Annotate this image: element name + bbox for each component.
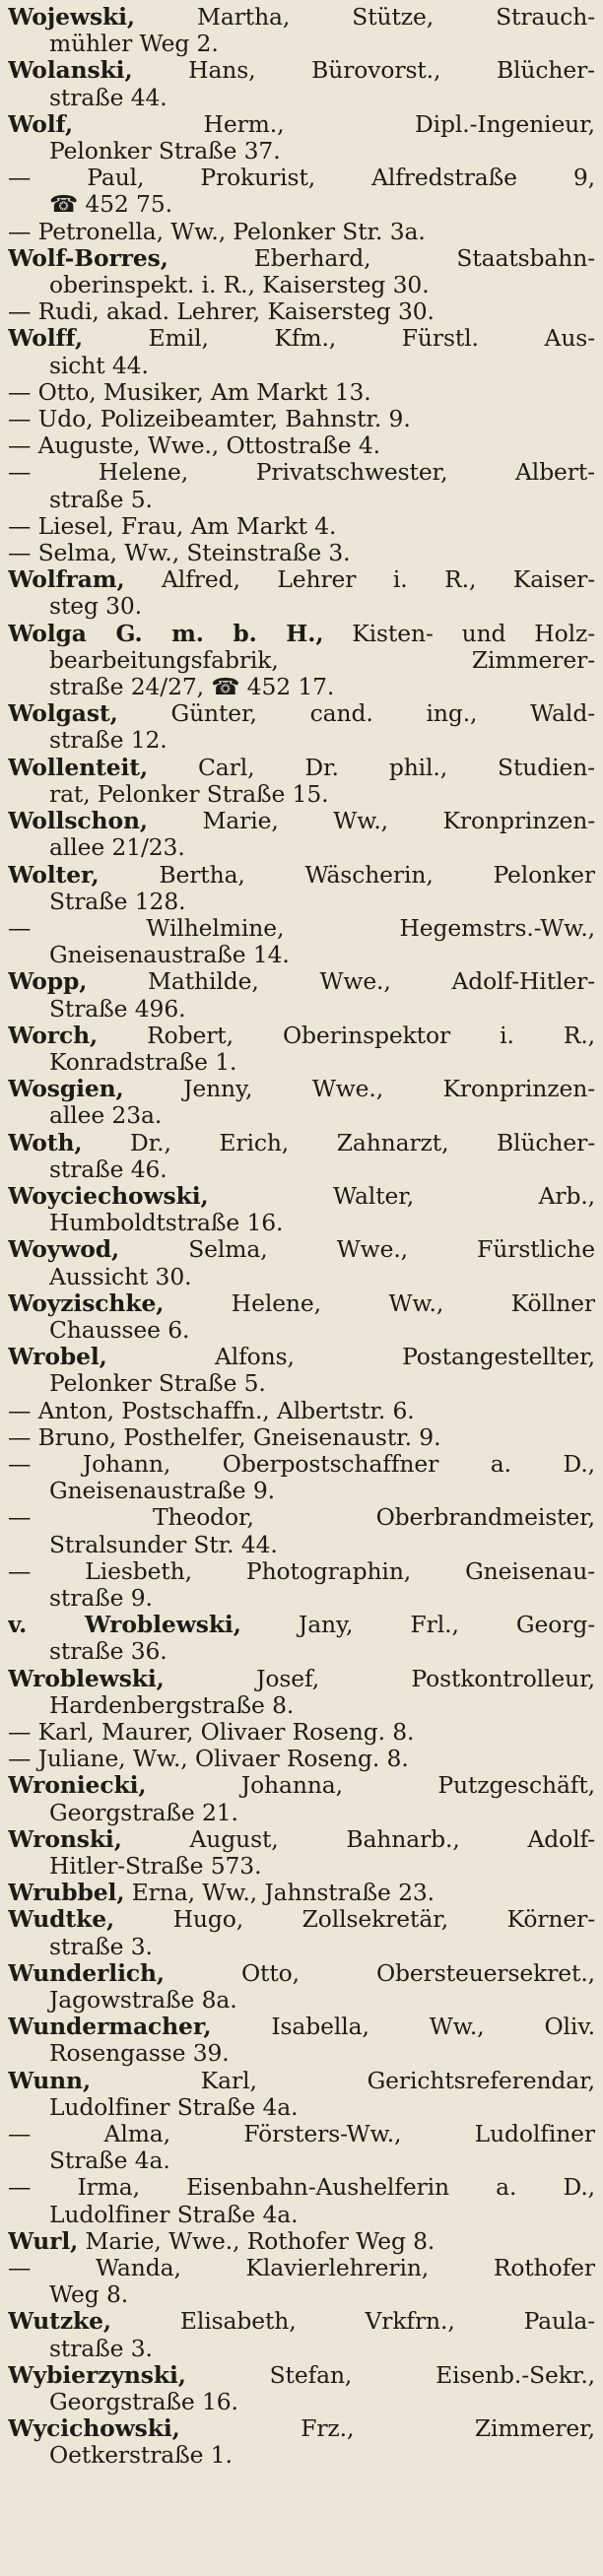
entry-text: Mathilde, Wwe., Adolf-Hitler- bbox=[87, 968, 595, 996]
entry-text: Alfons, Postangestellter, bbox=[106, 1344, 595, 1371]
entry-first-line bbox=[8, 2362, 595, 2389]
directory-entry bbox=[8, 808, 595, 861]
entry-text: Ludolfiner Straße 4a. bbox=[49, 2093, 299, 2121]
entry-first-line bbox=[8, 808, 595, 834]
entry-text: oberinspekt. i. R., Kaisersteg 30. bbox=[49, 272, 430, 299]
directory-entry bbox=[8, 540, 595, 566]
entry-text: allee 21/23. bbox=[49, 834, 185, 862]
entry-text: Selma, Wwe., Fürstliche bbox=[119, 1236, 595, 1264]
entry-text: — Auguste, Wwe., Ottostraße 4. bbox=[8, 432, 380, 460]
entry-text: Johanna, Putzgeschäft, bbox=[146, 1772, 595, 1800]
entry-text: sicht 44. bbox=[49, 352, 149, 379]
entry-text: straße 36. bbox=[49, 1638, 168, 1666]
directory-entry bbox=[8, 1906, 595, 1959]
entry-first-line bbox=[8, 57, 595, 84]
entry-text: Konradstraße 1. bbox=[49, 1048, 237, 1076]
entry-first-line bbox=[8, 566, 595, 593]
entry-text: Jenny, Wwe., Kronprinzen- bbox=[123, 1076, 595, 1103]
entry-first-line bbox=[8, 1746, 595, 1772]
entry-continuation-line bbox=[8, 1210, 595, 1236]
entry-first-line bbox=[8, 1504, 595, 1531]
entry-surname: Woyzischke, bbox=[8, 1289, 165, 1317]
entry-surname: Wunderlich, bbox=[8, 1959, 165, 1987]
entry-text: Erna, Ww., Jahnstraße 23. bbox=[124, 1880, 436, 1907]
entry-continuation-line bbox=[8, 2389, 595, 2415]
entry-first-line bbox=[8, 1960, 595, 1987]
entry-continuation-line bbox=[8, 647, 595, 674]
entry-first-line bbox=[8, 4, 595, 31]
entry-continuation-line bbox=[8, 2442, 595, 2469]
entry-text: Ludolfiner Straße 4a. bbox=[49, 2201, 299, 2228]
directory-entry bbox=[8, 1398, 595, 1424]
entry-text: allee 23a. bbox=[49, 1102, 163, 1130]
entry-continuation-line bbox=[8, 889, 595, 915]
directory-entry bbox=[8, 219, 595, 245]
directory-entry bbox=[8, 968, 595, 1022]
entry-first-line bbox=[8, 2308, 595, 2335]
entry-text: — Irma, Eisenbahn-Aushelferin a. D., bbox=[8, 2174, 595, 2202]
entry-surname: Wrubbel, bbox=[8, 1880, 125, 1907]
entry-first-line bbox=[8, 755, 595, 781]
entry-text: Alfred, Lehrer i. R., Kaiser- bbox=[124, 566, 595, 594]
entry-text: straße 12. bbox=[49, 727, 168, 755]
entry-text: Hitler-Straße 573. bbox=[49, 1853, 262, 1881]
directory-entry bbox=[8, 700, 595, 754]
entry-text: straße 3. bbox=[49, 1933, 153, 1960]
entry-text: — Anton, Postschaffn., Albertstr. 6. bbox=[8, 1397, 415, 1424]
entry-surname: Wycichowski, bbox=[8, 2415, 180, 2443]
entry-continuation-line bbox=[8, 2336, 595, 2362]
entry-continuation-line bbox=[8, 1638, 595, 1665]
entry-surname: Wundermacher, bbox=[8, 2014, 212, 2041]
directory-entry bbox=[8, 1236, 595, 1289]
directory-entry bbox=[8, 1719, 595, 1746]
entry-surname: Wolter, bbox=[8, 861, 100, 889]
entry-continuation-line bbox=[8, 1585, 595, 1612]
entry-first-line bbox=[8, 540, 595, 566]
entry-continuation-line bbox=[8, 2040, 595, 2067]
entry-surname: Wrobel, bbox=[8, 1344, 107, 1371]
entry-text: — Bruno, Posthelfer, Gneisenaustr. 9. bbox=[8, 1423, 441, 1451]
entry-text: Walter, Arb., bbox=[208, 1182, 595, 1210]
entry-text: Dr., Erich, Zahnarzt, Blücher- bbox=[82, 1129, 595, 1156]
directory-entry bbox=[8, 755, 595, 808]
entry-continuation-line bbox=[8, 1049, 595, 1076]
entry-continuation-line bbox=[8, 1264, 595, 1290]
entry-text: — Juliane, Ww., Olivaer Roseng. 8. bbox=[8, 1746, 409, 1773]
directory-entry bbox=[8, 2014, 595, 2067]
entry-text: Herm., Dipl.-Ingenieur, bbox=[73, 110, 595, 138]
entry-continuation-line bbox=[8, 31, 595, 57]
entry-continuation-line bbox=[8, 2281, 595, 2308]
entry-first-line bbox=[8, 1558, 595, 1585]
entry-first-line bbox=[8, 2121, 595, 2147]
entry-text: Josef, Postkontrolleur, bbox=[164, 1665, 595, 1692]
directory-entry bbox=[8, 1826, 595, 1880]
entry-first-line bbox=[8, 700, 595, 727]
entry-first-line bbox=[8, 1451, 595, 1478]
entry-text: Rosengasse 39. bbox=[49, 2040, 230, 2068]
directory-entry bbox=[8, 111, 595, 165]
directory-entry bbox=[8, 2255, 595, 2308]
entry-text: Marie, Wwe., Rothofer Weg 8. bbox=[78, 2227, 436, 2255]
entry-text: Hugo, Zollsekretär, Körner- bbox=[114, 1906, 595, 1934]
directory-entry bbox=[8, 915, 595, 968]
entry-first-line bbox=[8, 2068, 595, 2094]
directory-entry bbox=[8, 2174, 595, 2227]
entry-first-line bbox=[8, 1666, 595, 1692]
entry-text: Pelonker Straße 37. bbox=[49, 138, 281, 165]
entry-text: — Rudi, akad. Lehrer, Kaisersteg 30. bbox=[8, 298, 435, 326]
entry-surname: Wollschon, bbox=[8, 808, 148, 835]
directory-entry bbox=[8, 459, 595, 512]
entry-first-line bbox=[8, 111, 595, 138]
entry-continuation-line bbox=[8, 781, 595, 808]
entry-text: — Petronella, Ww., Pelonker Str. 3a. bbox=[8, 218, 426, 245]
entry-text: August, Bahnarb., Adolf- bbox=[121, 1825, 595, 1853]
directory-entry bbox=[8, 2068, 595, 2121]
entry-text: Marie, Ww., Kronprinzen- bbox=[147, 808, 595, 835]
entry-surname: Wollenteit, bbox=[8, 754, 149, 781]
entry-first-line bbox=[8, 1023, 595, 1049]
entry-text: Stefan, Eisenb.-Sekr., bbox=[185, 2361, 595, 2389]
entry-first-line bbox=[8, 1344, 595, 1370]
entry-text: ☎ 452 75. bbox=[49, 191, 172, 219]
entry-surname: Wroniecki, bbox=[8, 1772, 147, 1800]
entry-surname: Woywod, bbox=[8, 1236, 120, 1264]
entry-text: Kisten- und Holz- bbox=[323, 620, 595, 647]
entry-first-line bbox=[8, 1398, 595, 1424]
entry-text: Pelonker Straße 5. bbox=[49, 1370, 266, 1398]
directory-entry bbox=[8, 1290, 595, 1344]
entry-text: Carl, Dr. phil., Studien- bbox=[148, 754, 595, 781]
entry-first-line bbox=[8, 2415, 595, 2442]
entry-text: Straße 496. bbox=[49, 995, 186, 1023]
entry-first-line bbox=[8, 1236, 595, 1263]
entry-text: Otto, Obersteuersekret., bbox=[164, 1959, 595, 1987]
entry-text: — Johann, Oberpostschaffner a. D., bbox=[8, 1450, 595, 1478]
directory-entry bbox=[8, 1076, 595, 1129]
entry-text: bearbeitungsfabrik, Zimmerer- bbox=[49, 646, 595, 674]
entry-surname: Wojewski, bbox=[8, 4, 135, 31]
entry-surname: Wroblewski, bbox=[8, 1665, 165, 1692]
entry-text: — Selma, Ww., Steinstraße 3. bbox=[8, 540, 351, 567]
entry-text: — Karl, Maurer, Olivaer Roseng. 8. bbox=[8, 1719, 415, 1746]
entry-continuation-line bbox=[8, 1156, 595, 1183]
entry-first-line bbox=[8, 325, 595, 352]
entry-surname: Wutzke, bbox=[8, 2308, 111, 2336]
entry-surname: Wopp, bbox=[8, 968, 88, 996]
entry-surname: Wolf, bbox=[8, 110, 74, 138]
entry-continuation-line bbox=[8, 85, 595, 111]
entry-text: straße 46. bbox=[49, 1156, 168, 1183]
directory-entry bbox=[8, 621, 595, 701]
directory-entry bbox=[8, 1960, 595, 2014]
entry-continuation-line bbox=[8, 1370, 595, 1397]
entry-first-line bbox=[8, 459, 595, 486]
directory-entry bbox=[8, 1451, 595, 1504]
entry-first-line bbox=[8, 406, 595, 432]
directory-entry bbox=[8, 379, 595, 406]
entry-first-line bbox=[8, 219, 595, 245]
entry-text: Gneisenaustraße 9. bbox=[49, 1478, 275, 1505]
directory-entry bbox=[8, 325, 595, 378]
entry-first-line bbox=[8, 1290, 595, 1317]
entry-first-line bbox=[8, 1906, 595, 1933]
entry-first-line bbox=[8, 1424, 595, 1451]
entry-text: Aussicht 30. bbox=[49, 1263, 192, 1290]
directory-entry bbox=[8, 1424, 595, 1451]
directory-entry bbox=[8, 1023, 595, 1076]
entry-text: mühler Weg 2. bbox=[49, 31, 219, 58]
entry-text: straße 3. bbox=[49, 2335, 153, 2362]
entry-first-line bbox=[8, 1076, 595, 1102]
entry-first-line bbox=[8, 968, 595, 995]
entry-text: Frz., Zimmerer, bbox=[179, 2415, 595, 2443]
entry-text: rat, Pelonker Straße 15. bbox=[49, 780, 329, 808]
entry-surname: Wolga G. m. b. H., bbox=[8, 620, 324, 647]
entry-text: Stralsunder Str. 44. bbox=[49, 1531, 278, 1558]
entry-first-line bbox=[8, 1183, 595, 1210]
directory-entry bbox=[8, 2415, 595, 2469]
entry-text: Oetkerstraße 1. bbox=[49, 2442, 233, 2470]
entry-text: — Alma, Försters-Ww., Ludolfiner bbox=[8, 2121, 595, 2148]
entry-continuation-line bbox=[8, 1692, 595, 1719]
entry-continuation-line bbox=[8, 191, 595, 218]
directory-entry bbox=[8, 406, 595, 432]
entry-first-line bbox=[8, 432, 595, 459]
entry-surname: Wosgien, bbox=[8, 1076, 124, 1103]
entry-continuation-line bbox=[8, 942, 595, 968]
entry-surname: Woth, bbox=[8, 1129, 83, 1156]
directory-entry bbox=[8, 432, 595, 459]
entry-continuation-line bbox=[8, 1853, 595, 1880]
entry-text: — Theodor, Oberbrandmeister, bbox=[8, 1504, 595, 1532]
directory-entry bbox=[8, 1666, 595, 1719]
entry-text: Elisabeth, Vrkfrn., Paula- bbox=[110, 2308, 595, 2336]
entry-continuation-line bbox=[8, 996, 595, 1023]
entry-text: Emil, Kfm., Fürstl. Aus- bbox=[83, 325, 595, 353]
entry-text: Jany, Frl., Georg- bbox=[240, 1612, 595, 1639]
entry-continuation-line bbox=[8, 1478, 595, 1504]
entry-continuation-line bbox=[8, 2202, 595, 2228]
directory-entry bbox=[8, 2121, 595, 2174]
entry-text: — Udo, Polizeibeamter, Bahnstr. 9. bbox=[8, 406, 411, 433]
entry-first-line bbox=[8, 165, 595, 191]
entry-text: Robert, Oberinspektor i. R., bbox=[98, 1022, 595, 1049]
directory-entry bbox=[8, 1612, 595, 1665]
entry-continuation-line bbox=[8, 138, 595, 165]
entry-text: Isabella, Ww., Oliv. bbox=[211, 2014, 595, 2041]
entry-first-line bbox=[8, 862, 595, 889]
entry-first-line bbox=[8, 2014, 595, 2040]
entry-text: Hans, Bürovorst., Blücher- bbox=[132, 57, 595, 85]
entry-continuation-line bbox=[8, 727, 595, 754]
entry-text: Martha, Stütze, Strauch- bbox=[134, 4, 595, 31]
entry-text: — Otto, Musiker, Am Markt 13. bbox=[8, 378, 371, 406]
entry-text: — Liesbeth, Photographin, Gneisenau- bbox=[8, 1557, 595, 1585]
entry-surname: Wolgast, bbox=[8, 700, 118, 728]
entry-continuation-line bbox=[8, 593, 595, 620]
entry-continuation-line bbox=[8, 2094, 595, 2121]
entry-text: Helene, Ww., Köllner bbox=[164, 1289, 595, 1317]
directory-entry bbox=[8, 1880, 595, 1906]
entry-first-line bbox=[8, 915, 595, 942]
directory-entry bbox=[8, 298, 595, 325]
entry-continuation-line bbox=[8, 487, 595, 513]
directory-entry bbox=[8, 1183, 595, 1236]
entry-continuation-line bbox=[8, 1987, 595, 2014]
entry-surname: Worch, bbox=[8, 1022, 99, 1049]
entry-surname: Wolff, bbox=[8, 325, 84, 353]
entry-text: Gneisenaustraße 14. bbox=[49, 942, 290, 969]
directory-entry bbox=[8, 566, 595, 620]
entry-continuation-line bbox=[8, 1934, 595, 1960]
entry-text: — Wilhelmine, Hegemstrs.-Ww., bbox=[8, 914, 595, 942]
entry-surname: Woyciechowski, bbox=[8, 1182, 209, 1210]
entry-first-line bbox=[8, 298, 595, 325]
entry-surname: Wybierzynski, bbox=[8, 2361, 186, 2389]
entry-surname: Wudtke, bbox=[8, 1906, 115, 1934]
entry-text: straße 9. bbox=[49, 1584, 153, 1612]
entry-text: — Liesel, Frau, Am Markt 4. bbox=[8, 512, 337, 540]
entry-first-line bbox=[8, 2228, 595, 2255]
entry-first-line bbox=[8, 1826, 595, 1853]
entry-text: Chaussee 6. bbox=[49, 1316, 190, 1344]
directory-entry bbox=[8, 862, 595, 915]
entry-text: Straße 128. bbox=[49, 888, 186, 915]
entry-continuation-line bbox=[8, 1532, 595, 1558]
entry-first-line bbox=[8, 1130, 595, 1156]
directory-entry bbox=[8, 165, 595, 218]
entry-continuation-line bbox=[8, 1102, 595, 1129]
entry-text: Straße 4a. bbox=[49, 2147, 170, 2175]
entry-surname: Wurl, bbox=[8, 2227, 79, 2255]
directory-entry bbox=[8, 2362, 595, 2415]
entry-surname: Wunn, bbox=[8, 2067, 91, 2094]
entry-text: Karl, Gerichtsreferendar, bbox=[90, 2067, 595, 2094]
directory-entry bbox=[8, 2228, 595, 2255]
entry-continuation-line bbox=[8, 353, 595, 379]
entry-first-line bbox=[8, 621, 595, 647]
entry-text: Georgstraße 21. bbox=[49, 1799, 238, 1826]
directory-entry bbox=[8, 57, 595, 110]
directory-entry bbox=[8, 1558, 595, 1612]
entry-text: steg 30. bbox=[49, 593, 143, 621]
entry-first-line bbox=[8, 1612, 595, 1638]
entry-text: straße 5. bbox=[49, 486, 153, 513]
entry-continuation-line bbox=[8, 674, 595, 700]
entry-text: Georgstraße 16. bbox=[49, 2389, 238, 2416]
entry-text: Bertha, Wäscherin, Pelonker bbox=[99, 861, 595, 889]
directory-entry bbox=[8, 1130, 595, 1183]
entry-text: Hardenbergstraße 8. bbox=[49, 1691, 295, 1719]
entry-first-line bbox=[8, 1719, 595, 1746]
entry-surname: Wolf-Borres, bbox=[8, 244, 168, 272]
entry-text: — Paul, Prokurist, Alfredstraße 9, bbox=[8, 165, 595, 192]
directory-entry bbox=[8, 1344, 595, 1397]
entry-surname: Wronski, bbox=[8, 1825, 122, 1853]
entry-text: Weg 8. bbox=[49, 2281, 129, 2309]
directory-entry bbox=[8, 4, 595, 57]
entry-first-line bbox=[8, 2174, 595, 2201]
entry-surname: Wolfram, bbox=[8, 566, 125, 594]
entry-continuation-line bbox=[8, 1800, 595, 1826]
entry-first-line bbox=[8, 2255, 595, 2281]
entry-surname: Wolanski, bbox=[8, 57, 133, 85]
directory-entry bbox=[8, 245, 595, 298]
entry-first-line bbox=[8, 1772, 595, 1799]
directory-entry bbox=[8, 2308, 595, 2361]
entry-continuation-line bbox=[8, 272, 595, 298]
entry-text: — Helene, Privatschwester, Albert- bbox=[8, 459, 595, 487]
entry-text: — Wanda, Klavierlehrerin, Rothofer bbox=[8, 2255, 595, 2282]
entry-first-line bbox=[8, 379, 595, 406]
entry-surname: v. Wroblewski, bbox=[8, 1612, 241, 1639]
entry-first-line bbox=[8, 513, 595, 540]
entry-continuation-line bbox=[8, 2147, 595, 2174]
directory-entry bbox=[8, 1746, 595, 1772]
directory-entry bbox=[8, 1772, 595, 1825]
entry-text: Humboldtstraße 16. bbox=[49, 1210, 284, 1237]
directory-entry bbox=[8, 1504, 595, 1557]
entry-text: Jagowstraße 8a. bbox=[49, 1987, 237, 2015]
entry-first-line bbox=[8, 245, 595, 272]
entry-continuation-line bbox=[8, 834, 595, 861]
entry-text: Günter, cand. ing., Wald- bbox=[117, 700, 595, 728]
entry-text: straße 44. bbox=[49, 84, 168, 111]
entry-first-line bbox=[8, 1880, 595, 1906]
directory-entry bbox=[8, 513, 595, 540]
entry-text: straße 24/27, ☎ 452 17. bbox=[49, 674, 335, 701]
entry-continuation-line bbox=[8, 1317, 595, 1344]
entry-text: Eberhard, Staatsbahn- bbox=[168, 244, 595, 272]
